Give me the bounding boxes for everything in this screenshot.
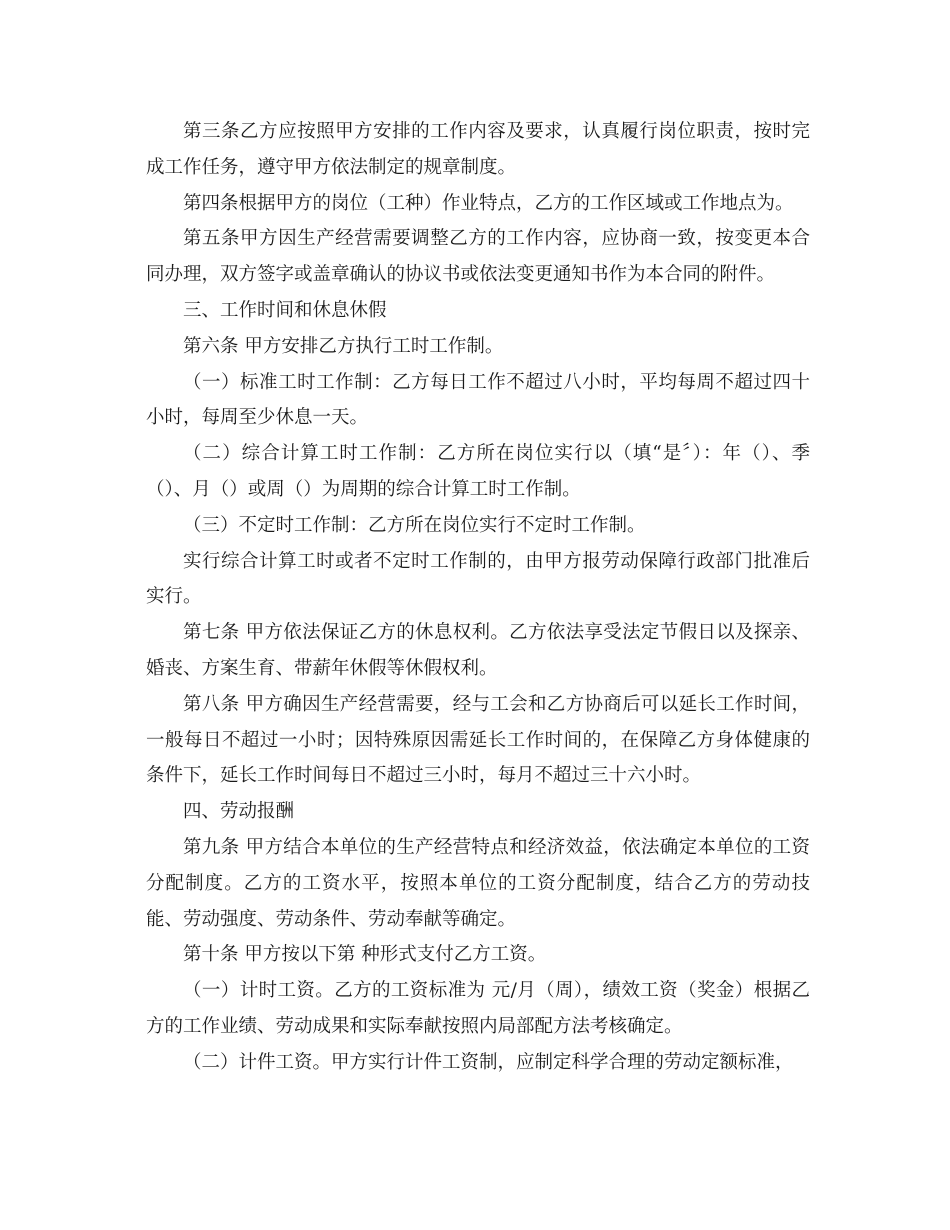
paragraph-article-4: 第四条根据甲方的岗位（工种）作业特点，乙方的工作区域或工作地点为。 [183, 192, 794, 214]
paragraph-flexible-hours: （三）不定时工作制：乙方所在岗位实行不定时工作制。 [183, 514, 646, 536]
paragraph-article-8: 第八条 甲方确因生产经营需要，经与工会和乙方协商后可以延长工作时间，一般每日不超过一小时；因特殊原因需延长工作时间的，在保障乙方身体健康的条件下，延长工作时间每日不超过三小时，每月不超过三十六小时。 [146, 693, 810, 787]
document-body [146, 114, 810, 1081]
paragraph-article-6: 第六条 甲方安排乙方执行工时工作制。 [183, 335, 504, 357]
paragraph-article-3: 第三条乙方应按照甲方安排的工作内容及要求，认真履行岗位职责，按时完成工作任务，遵守甲方依法制定的规章制度。 [146, 121, 810, 178]
paragraph-approval: 实行综合计算工时或者不定时工作制的，由甲方报劳动保障行政部门批准后实行。 [146, 550, 810, 608]
paragraph-comprehensive-hours: （二）综合计算工时工作制：乙方所在岗位实行以（填“是〞）：年（）、季（）、月（）或周（）为周期的综合计算工时工作制。 [146, 443, 810, 500]
paragraph-article-10: 第十条 甲方按以下第 种形式支付乙方工资。 [183, 944, 547, 966]
paragraph-time-wage: （一）计时工资。乙方的工资标准为 元/月（周），绩效工资（奖金）根据乙方的工作业绩、劳动成果和实际奉献按照内局部配方法考核确定。 [146, 980, 810, 1037]
paragraph-article-7: 第七条 甲方依法保证乙方的休息权利。乙方依法享受法定节假日以及探亲、婚丧、方案生育、带薪年休假等休假权利。 [146, 622, 810, 679]
paragraph-piece-wage: （二）计件工资。甲方实行计件工资制，应制定科学合理的劳动定额标准， [183, 1051, 794, 1073]
paragraph-article-5: 第五条甲方因生产经营需要调整乙方的工作内容，应协商一致，按变更本合同办理，双方签字或盖章确认的协议书或依法变更通知书作为本合同的附件。 [146, 228, 810, 286]
paragraph-standard-hours: （一）标准工时工作制：乙方每日工作不超过八小时，平均每周不超过四十小时，每周至少休息一天。 [146, 371, 810, 429]
section-heading-working-hours: 三、工作时间和休息休假 [183, 299, 387, 321]
section-heading-remuneration: 四、劳动报酬 [183, 801, 295, 823]
paragraph-article-9: 第九条 甲方结合本单位的生产经营特点和经济效益，依法确定本单位的工资分配制度。乙方的工资水平，按照本单位的工资分配制度，结合乙方的劳动技能、劳动强度、劳动条件、劳动奉献等确定。 [146, 836, 810, 930]
